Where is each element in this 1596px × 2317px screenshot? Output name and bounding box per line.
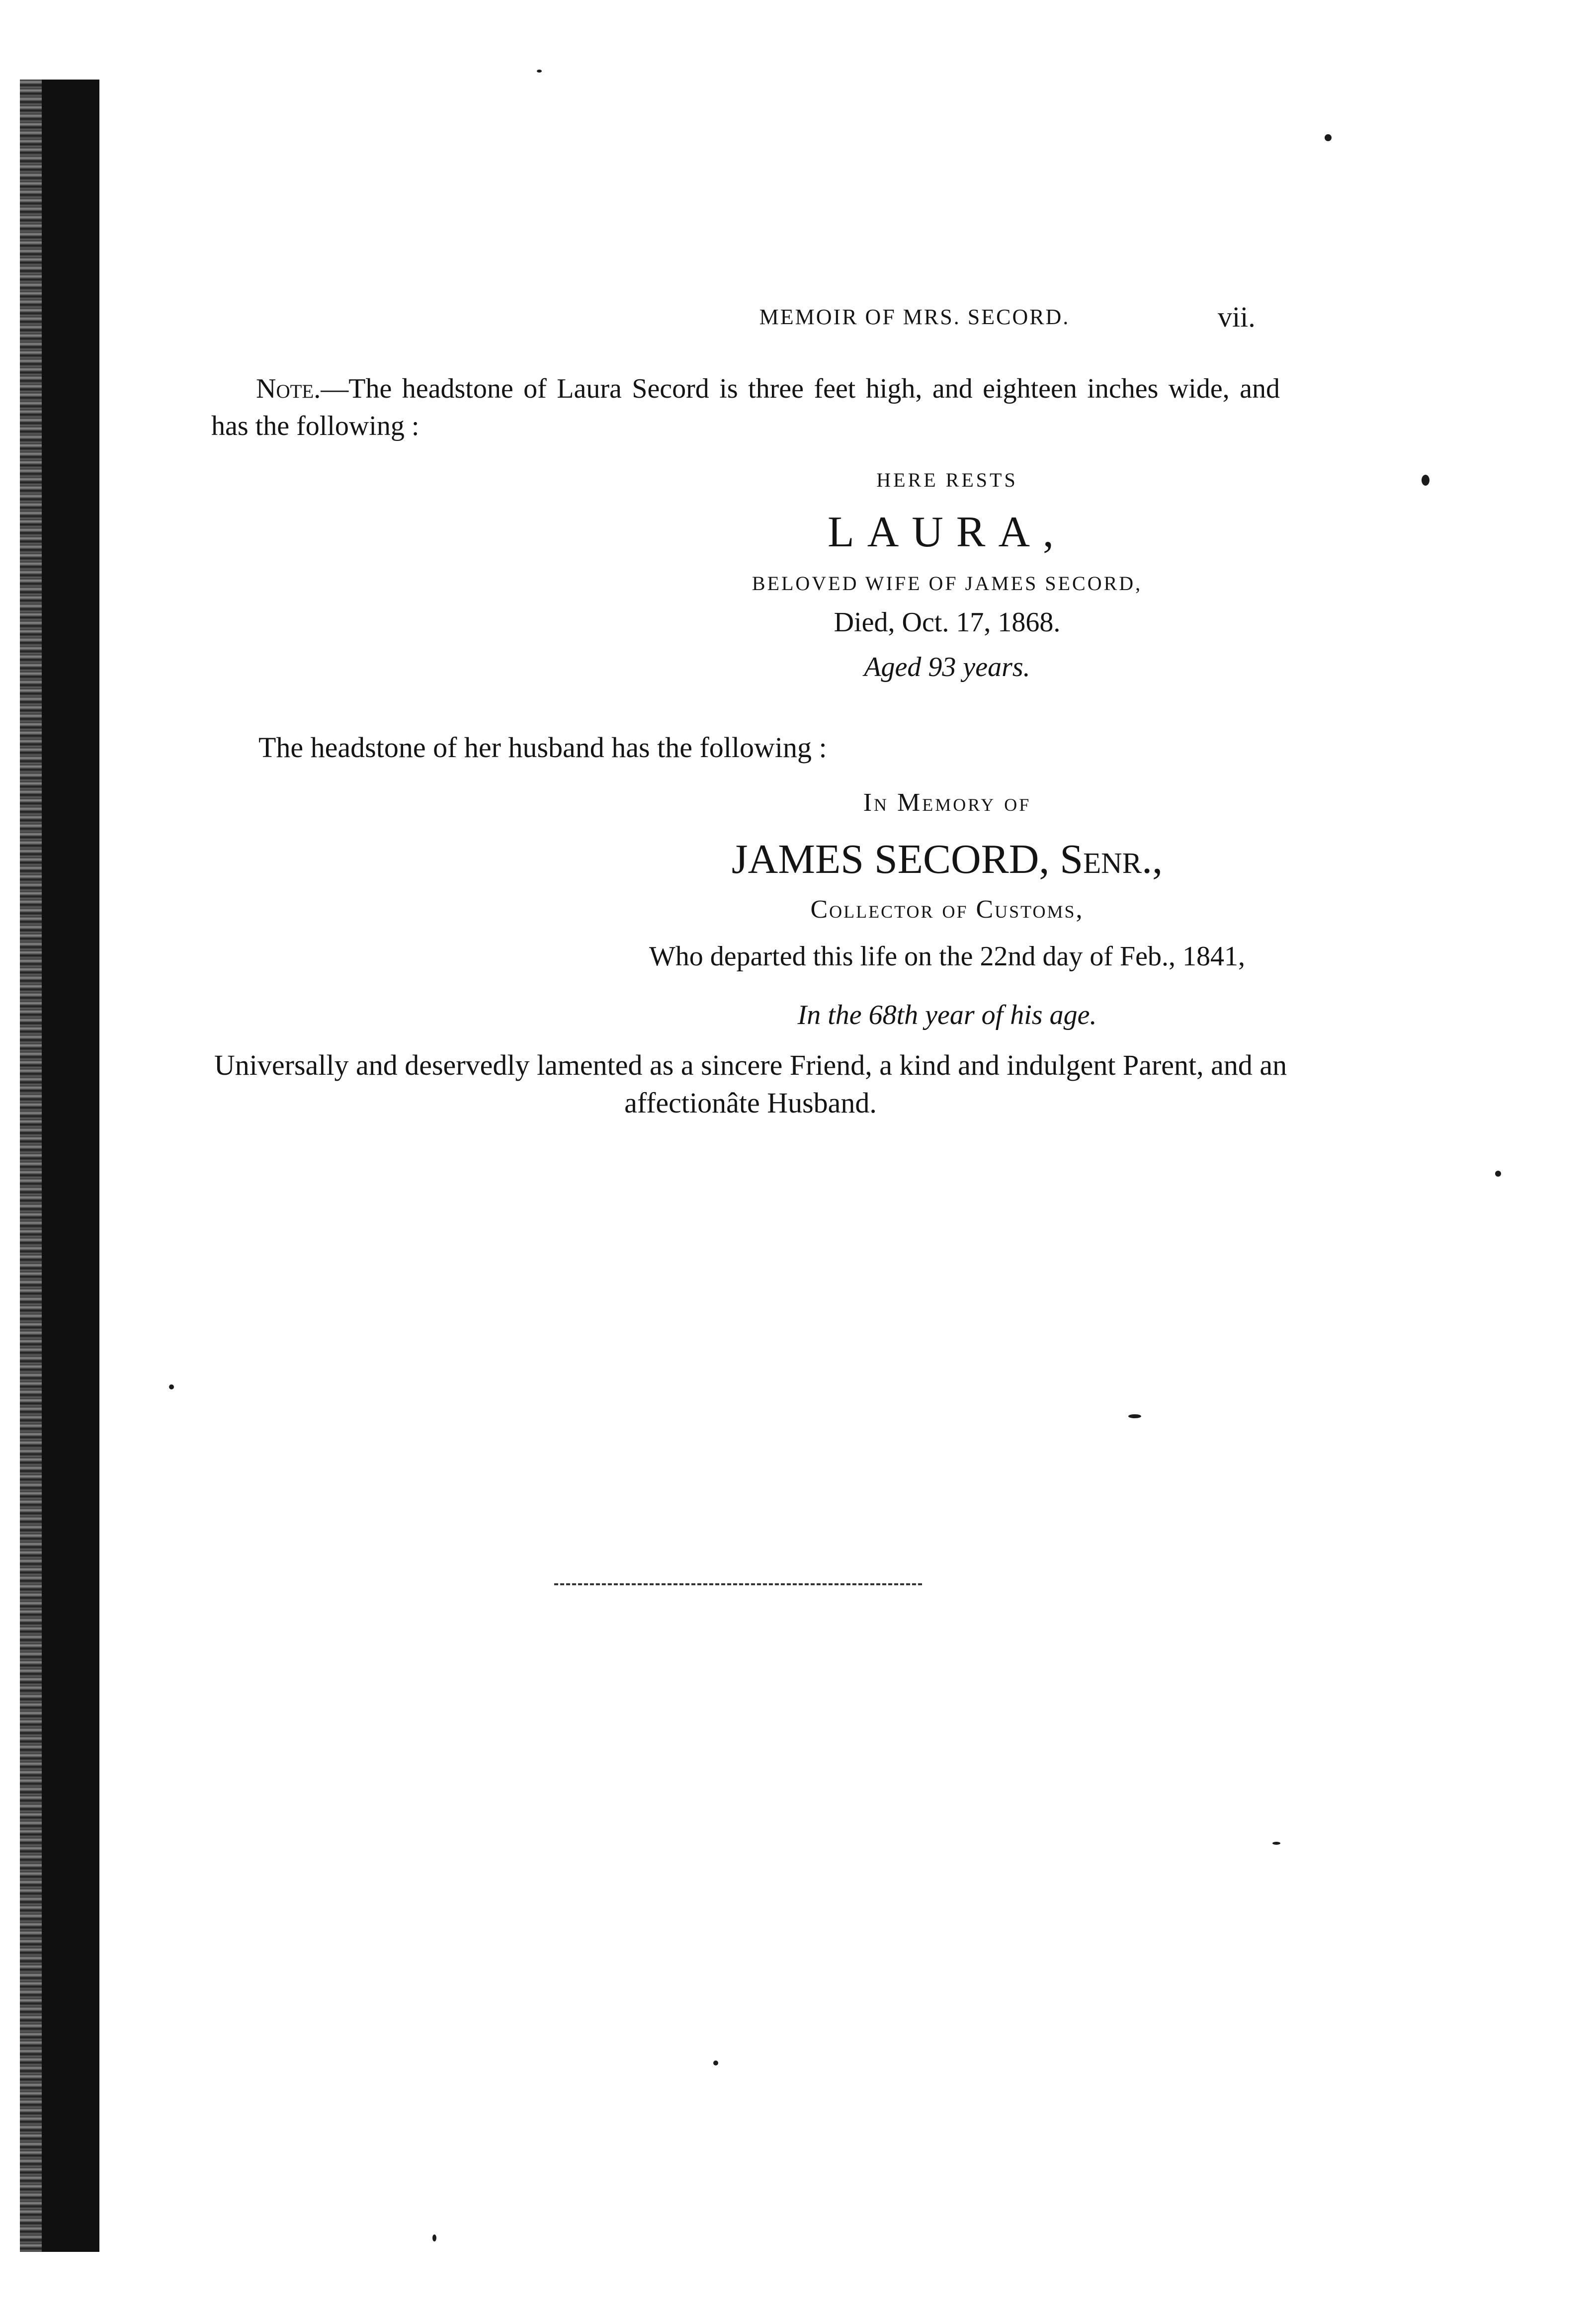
james-epitaph-name bbox=[149, 835, 1596, 883]
running-header: MEMOIR OF MRS. SECORD. bbox=[759, 305, 1070, 329]
scan-speck bbox=[1495, 1171, 1501, 1177]
scan-speck bbox=[537, 70, 542, 73]
scan-speck bbox=[1272, 1842, 1280, 1845]
james-epitaph-title: Collector of Customs, bbox=[810, 895, 1084, 924]
section-divider bbox=[554, 1583, 922, 1585]
scan-speck bbox=[1422, 475, 1429, 486]
page-number: vii. bbox=[1218, 301, 1256, 333]
book-spine-shadow bbox=[20, 80, 99, 2252]
james-epitaph-line-1: In Memory of bbox=[863, 788, 1031, 817]
james-epitaph-age: In the 68th year of his age. bbox=[797, 1000, 1097, 1030]
laura-epitaph-line-1: HERE RESTS bbox=[876, 469, 1018, 491]
laura-epitaph-line-3: BELOVED WIFE OF JAMES SECORD, bbox=[752, 572, 1143, 595]
husband-intro: The headstone of her husband has the following : bbox=[258, 731, 827, 764]
scan-speck bbox=[1128, 1414, 1141, 1418]
scan-speck bbox=[713, 2060, 718, 2065]
note-paragraph bbox=[211, 370, 1280, 445]
james-suffix: Senr., bbox=[1060, 836, 1163, 882]
james-name: JAMES SECORD, bbox=[731, 836, 1060, 882]
james-epitaph-lament: Universally and deservedly lamented as a sincere Friend, a kind and indulgent Parent, and an affectionâte Husband. bbox=[214, 1049, 1287, 1119]
note-text: —The headstone of Laura Secord is three feet high, and eighteen inches wide, and has the following : bbox=[211, 373, 1280, 441]
laura-epitaph-age: Aged 93 years. bbox=[864, 652, 1030, 683]
note-label: Note. bbox=[256, 373, 321, 404]
scan-speck bbox=[1325, 134, 1332, 141]
scan-speck bbox=[432, 2234, 436, 2241]
james-epitaph-date: Who departed this life on the 22nd day of Feb., 1841, bbox=[649, 941, 1246, 972]
laura-epitaph-name: LAURA, bbox=[827, 508, 1067, 556]
scan-speck bbox=[169, 1384, 174, 1389]
laura-epitaph-date: Died, Oct. 17, 1868. bbox=[834, 607, 1061, 638]
